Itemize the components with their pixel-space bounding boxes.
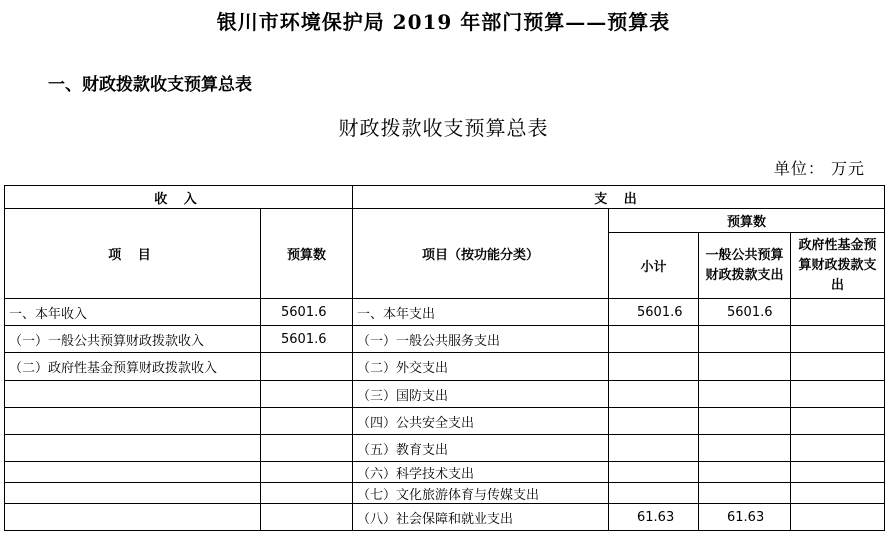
table-row — [5, 483, 885, 504]
general-cell: 5601.6 — [699, 299, 791, 326]
fund-cell — [791, 408, 885, 435]
expense-item-cell: （八）社会保障和就业支出 — [353, 504, 609, 531]
header-row-budget — [5, 209, 885, 233]
expense-item-cell: 一、本年支出 — [353, 299, 609, 326]
subtotal-cell: 5601.6 — [609, 299, 699, 326]
income-amount-cell — [261, 462, 353, 483]
income-item-cell — [5, 408, 261, 435]
table-title: 财政拨款收支预算总表 — [338, 116, 549, 140]
general-cell — [699, 483, 791, 504]
income-header: 收 入 — [5, 186, 353, 209]
income-amount-cell — [261, 353, 353, 381]
income-amount-cell — [261, 504, 353, 531]
table-row — [5, 504, 885, 531]
subtotal-cell — [609, 435, 699, 462]
income-item-cell — [5, 435, 261, 462]
subtotal-cell — [609, 408, 699, 435]
expense-item-cell: （七）文化旅游体育与传媒支出 — [353, 483, 609, 504]
income-amount-cell — [261, 435, 353, 462]
table-row — [5, 462, 885, 483]
subtotal-cell — [609, 326, 699, 353]
income-item-header: 项 目 — [5, 209, 261, 299]
expense-item-cell: （二）外交支出 — [353, 353, 609, 381]
subtotal-header: 小计 — [609, 233, 699, 299]
expense-item-header: 项目（按功能分类） — [353, 209, 609, 299]
general-cell — [699, 435, 791, 462]
table-row — [5, 435, 885, 462]
expense-item-cell: （四）公共安全支出 — [353, 408, 609, 435]
general-public-header: 一般公共预算财政拨款支出 — [699, 233, 791, 299]
income-item-cell: （一）一般公共预算财政拨款收入 — [5, 326, 261, 353]
general-cell — [699, 381, 791, 408]
subtotal-cell — [609, 462, 699, 483]
fund-cell — [791, 435, 885, 462]
expense-item-cell: （三）国防支出 — [353, 381, 609, 408]
expense-item-cell: （一）一般公共服务支出 — [353, 326, 609, 353]
subtotal-cell: 61.63 — [609, 504, 699, 531]
expense-item-cell: （六）科学技术支出 — [353, 462, 609, 483]
fund-cell — [791, 299, 885, 326]
income-item-cell: （二）政府性基金预算财政拨款收入 — [5, 353, 261, 381]
income-amount-cell — [261, 408, 353, 435]
income-item-cell — [5, 381, 261, 408]
table-row — [5, 353, 885, 381]
income-amount-cell — [261, 381, 353, 408]
income-item-cell — [5, 483, 261, 504]
fund-cell — [791, 353, 885, 381]
income-amount-cell — [261, 483, 353, 504]
table-row — [5, 299, 885, 326]
subtotal-cell — [609, 353, 699, 381]
general-cell — [699, 462, 791, 483]
fund-cell — [791, 504, 885, 531]
income-item-cell: 一、本年收入 — [5, 299, 261, 326]
document-title: 银川市环境保护局 2019 年部门预算——预算表 — [216, 10, 671, 34]
general-cell: 61.63 — [699, 504, 791, 531]
fund-cell — [791, 462, 885, 483]
income-amount-cell: 5601.6 — [261, 299, 353, 326]
gov-fund-header: 政府性基金预算财政拨款支出 — [791, 233, 885, 299]
income-budget-header: 预算数 — [261, 209, 353, 299]
subtotal-cell — [609, 381, 699, 408]
fund-cell — [791, 483, 885, 504]
fund-cell — [791, 381, 885, 408]
expense-budget-header: 预算数 — [609, 209, 885, 233]
header-row-group — [5, 186, 885, 209]
unit-label: 单位： 万元 — [773, 159, 865, 178]
general-cell — [699, 353, 791, 381]
budget-table — [4, 185, 885, 531]
table-row — [5, 326, 885, 353]
table-row — [5, 408, 885, 435]
income-item-cell — [5, 462, 261, 483]
subtotal-cell — [609, 483, 699, 504]
fund-cell — [791, 326, 885, 353]
general-cell — [699, 408, 791, 435]
section-heading: 一、财政拨款收支预算总表 — [48, 75, 252, 95]
expense-header: 支 出 — [353, 186, 885, 209]
table-row — [5, 381, 885, 408]
income-amount-cell: 5601.6 — [261, 326, 353, 353]
expense-item-cell: （五）教育支出 — [353, 435, 609, 462]
general-cell — [699, 326, 791, 353]
income-item-cell — [5, 504, 261, 531]
